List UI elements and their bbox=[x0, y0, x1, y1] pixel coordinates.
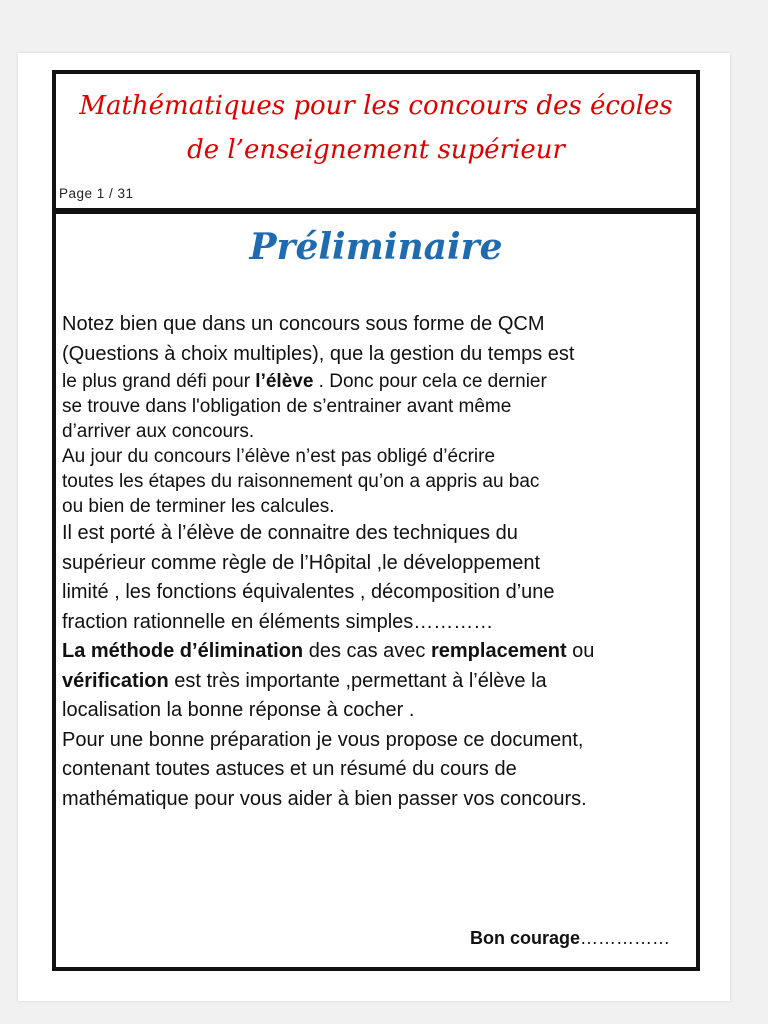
text-line: d’arriver aux concours. bbox=[62, 421, 255, 442]
document-page bbox=[18, 53, 730, 1001]
body-text bbox=[62, 310, 694, 814]
text-line: le plus grand défi pour l’élève . Donc pour cela ce dernier bbox=[62, 371, 547, 392]
signoff-dots: …………… bbox=[580, 928, 670, 948]
document-title bbox=[56, 84, 696, 172]
text-line: vérification est très importante ,permettant à l’élève la bbox=[62, 669, 547, 692]
title-line-2: de l’enseignement supérieur bbox=[187, 135, 565, 165]
text-line: (Questions à choix multiples), que la gestion du temps est bbox=[62, 342, 575, 365]
text-line: Notez bien que dans un concours sous forme de QCM bbox=[62, 313, 545, 335]
page-header bbox=[56, 74, 696, 212]
page-number: Page 1 / 31 bbox=[59, 186, 134, 201]
text-line: toutes les étapes du raisonnement qu’on a appris au bac bbox=[62, 471, 540, 492]
text-line: Il est porté à l’élève de connaitre des techniques du bbox=[62, 522, 518, 544]
text-line: Au jour du concours l’élève n’est pas obligé d’écrire bbox=[62, 446, 496, 467]
text-line: Pour une bonne préparation je vous propose ce document, bbox=[62, 728, 584, 751]
signoff-text: Bon courage bbox=[469, 928, 580, 948]
text-line: La méthode d’élimination des cas avec remplacement ou bbox=[62, 640, 595, 662]
text-line: mathématique pour vous aider à bien passer vos concours. bbox=[62, 787, 587, 810]
text-line: supérieur comme règle de l’Hôpital ,le développement bbox=[62, 551, 541, 574]
page-content bbox=[56, 212, 696, 969]
title-line-1: Mathématiques pour les concours des écoles bbox=[79, 91, 673, 121]
page-frame bbox=[52, 70, 700, 971]
text-line: limité , les fonctions équivalentes , décomposition d’une bbox=[62, 581, 555, 603]
section-heading: Préliminaire bbox=[249, 226, 503, 268]
text-line: contenant toutes astuces et un résumé du cours de bbox=[62, 758, 517, 780]
signoff bbox=[470, 928, 670, 949]
text-line: localisation la bonne réponse à cocher . bbox=[62, 699, 415, 721]
text-line: fraction rationnelle en éléments simples………… bbox=[62, 610, 494, 633]
text-line: ou bien de terminer les calcules. bbox=[62, 496, 335, 517]
text-line: se trouve dans l'obligation de s’entrainer avant même bbox=[62, 396, 512, 417]
